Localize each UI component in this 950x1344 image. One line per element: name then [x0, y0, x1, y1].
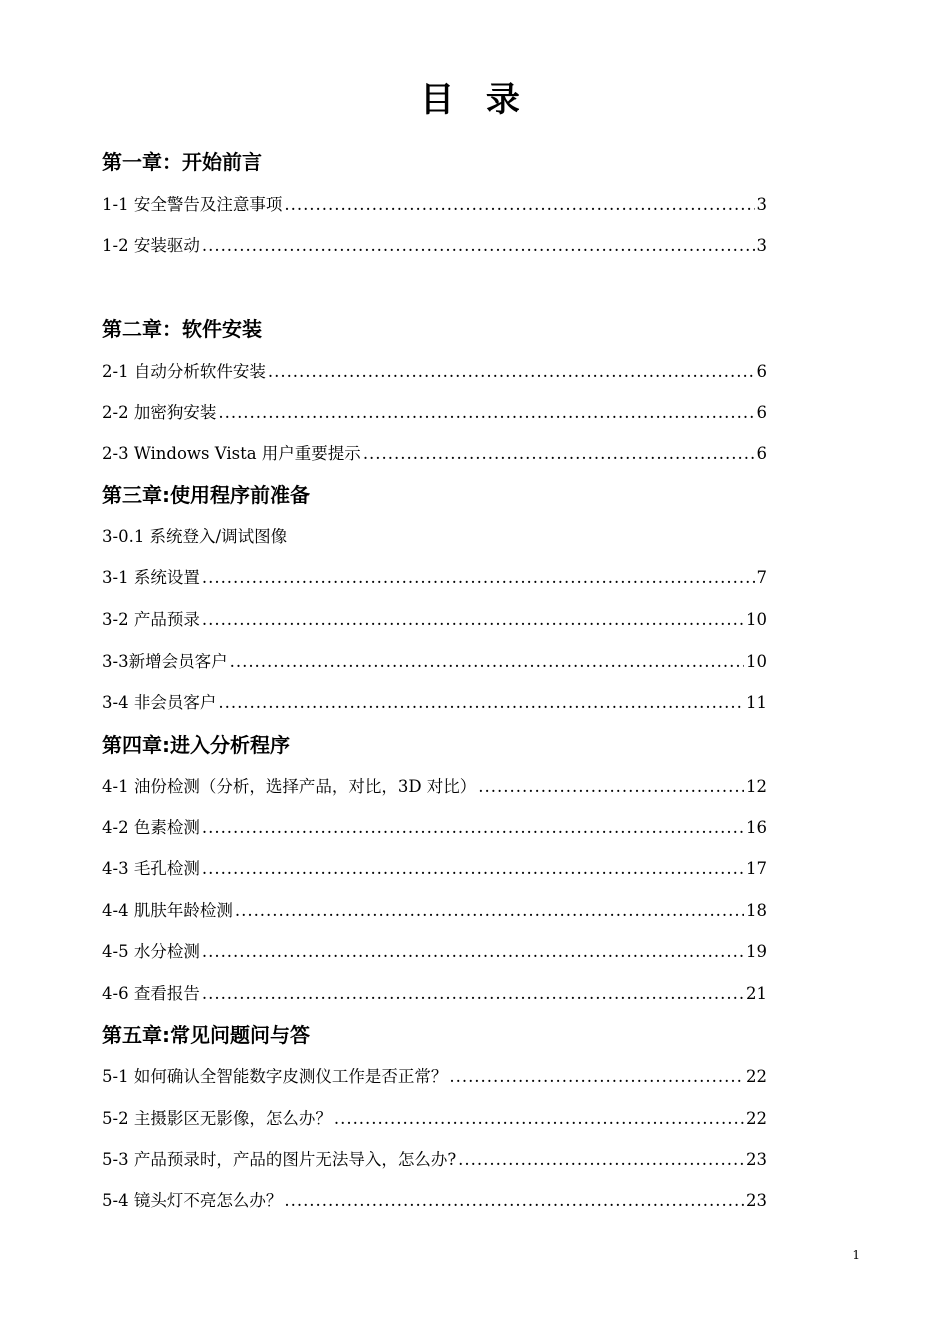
toc-entry-label: 4-6 查看报告: [102, 984, 200, 1003]
toc-entry-page: 22: [746, 1067, 767, 1086]
toc-entry-label: 4-4 肌肤年龄检测: [102, 901, 233, 920]
toc-entry-page: 10: [746, 610, 767, 629]
dot-leader: [284, 193, 754, 217]
chapter-5-heading: 第五章:常见问题问与答: [102, 1023, 310, 1047]
toc-entry-5-4[interactable]: [102, 1189, 767, 1213]
dot-leader: [202, 608, 744, 632]
toc-entry-label: 4-3 毛孔检测: [102, 859, 200, 878]
toc-entry-5-3[interactable]: [102, 1148, 767, 1172]
toc-entry-page: 7: [756, 568, 767, 587]
chapter-3-heading: 第三章:使用程序前准备: [102, 483, 310, 507]
toc-entry-4-4[interactable]: [102, 899, 767, 923]
footer-page-number: 1: [852, 1248, 860, 1262]
toc-entry-label: 4-5 水分检测: [102, 942, 200, 961]
toc-entry-4-2[interactable]: [102, 816, 767, 840]
dot-leader: [202, 234, 755, 258]
dot-leader: [218, 401, 754, 425]
toc-entry-1-2[interactable]: [102, 234, 767, 258]
toc-entry-page: 3: [756, 195, 767, 214]
dot-leader: [202, 857, 744, 881]
toc-entry-label: 2-1 自动分析软件安装: [102, 362, 266, 381]
toc-entry-4-5[interactable]: [102, 940, 767, 964]
toc-entry-page: 6: [756, 362, 767, 381]
toc-entry-page: 12: [746, 777, 767, 796]
toc-entry-page: 23: [746, 1191, 767, 1210]
chapter-1-heading: 第一章：开始前言: [102, 150, 262, 174]
toc-entry-label: 5-1 如何确认全智能数字皮测仪工作是否正常？: [102, 1067, 448, 1086]
dot-leader: [268, 360, 755, 384]
toc-entry-5-2[interactable]: [102, 1107, 767, 1131]
toc-entry-5-1[interactable]: [102, 1065, 767, 1089]
dot-leader: [218, 691, 744, 715]
dot-leader: [284, 1189, 744, 1213]
toc-entry-page: 18: [746, 901, 767, 920]
dot-leader: [202, 566, 755, 590]
toc-entry-page: 22: [746, 1109, 767, 1128]
toc-entry-page: 17: [746, 859, 767, 878]
toc-entry-label: 3-1 系统设置: [102, 568, 200, 587]
dot-leader: [478, 775, 744, 799]
dot-leader: [202, 982, 744, 1006]
toc-entry-label: 4-2 色素检测: [102, 818, 200, 837]
toc-entry-page: 10: [746, 652, 767, 671]
toc-entry-3-1[interactable]: [102, 566, 767, 590]
dot-leader: [235, 899, 744, 923]
toc-entry-label: 1-2 安装驱动: [102, 236, 200, 255]
toc-entry-page: 6: [756, 403, 767, 422]
toc-entry-label: 5-3 产品预录时，产品的图片无法导入，怎么办?: [102, 1150, 457, 1169]
toc-entry-3-2[interactable]: [102, 608, 767, 632]
dot-leader: [449, 1065, 744, 1089]
toc-entry-label: 2-3 Windows Vista 用户重要提示: [102, 444, 361, 463]
chapter-4-heading: 第四章:进入分析程序: [102, 733, 290, 757]
toc-entry-2-2[interactable]: [102, 401, 767, 425]
toc-entry-2-3[interactable]: [102, 442, 767, 466]
toc-entry-page: 23: [746, 1150, 767, 1169]
toc-entry-label: 3-0.1 系统登入/调试图像: [102, 527, 288, 546]
toc-entry-page: 6: [756, 444, 767, 463]
toc-entry-page: 16: [746, 818, 767, 837]
dot-leader: [202, 816, 744, 840]
toc-entry-page: 21: [746, 984, 767, 1003]
toc-entry-2-1[interactable]: [102, 360, 767, 384]
toc-entry-label: 3-2 产品预录: [102, 610, 200, 629]
page-title: 目 录: [420, 80, 530, 120]
toc-entry-label: 3-3新增会员客户: [102, 652, 228, 671]
dot-leader: [202, 940, 744, 964]
toc-entry-1-1[interactable]: [102, 193, 767, 217]
toc-entry-label: 4-1 油份检测（分析，选择产品，对比，3D 对比）: [102, 777, 477, 796]
dot-leader: [230, 650, 744, 674]
dot-leader: [363, 442, 755, 466]
toc-entry-label: 1-1 安全警告及注意事项: [102, 195, 283, 214]
dot-leader: [458, 1148, 744, 1172]
toc-entry-4-6[interactable]: [102, 982, 767, 1006]
chapter-2-heading: 第二章：软件安装: [102, 317, 262, 341]
toc-entry-page: 19: [746, 942, 767, 961]
toc-entry-label: 2-2 加密狗安装: [102, 403, 217, 422]
toc-entry-page: 11: [746, 693, 767, 712]
toc-entry-3-3[interactable]: [102, 650, 767, 674]
toc-entry-label: 3-4 非会员客户: [102, 693, 217, 712]
toc-entry-3-4[interactable]: [102, 691, 767, 715]
toc-entry-page: 3: [756, 236, 767, 255]
toc-entry-label: 5-4 镜头灯不亮怎么办？: [102, 1191, 283, 1210]
toc-entry-4-1[interactable]: [102, 775, 767, 799]
toc-entry-4-3[interactable]: [102, 857, 767, 881]
toc-entry-label: 5-2 主摄影区无影像，怎么办？: [102, 1109, 332, 1128]
toc-entry-3-0-1[interactable]: [102, 525, 767, 549]
dot-leader: [334, 1107, 744, 1131]
